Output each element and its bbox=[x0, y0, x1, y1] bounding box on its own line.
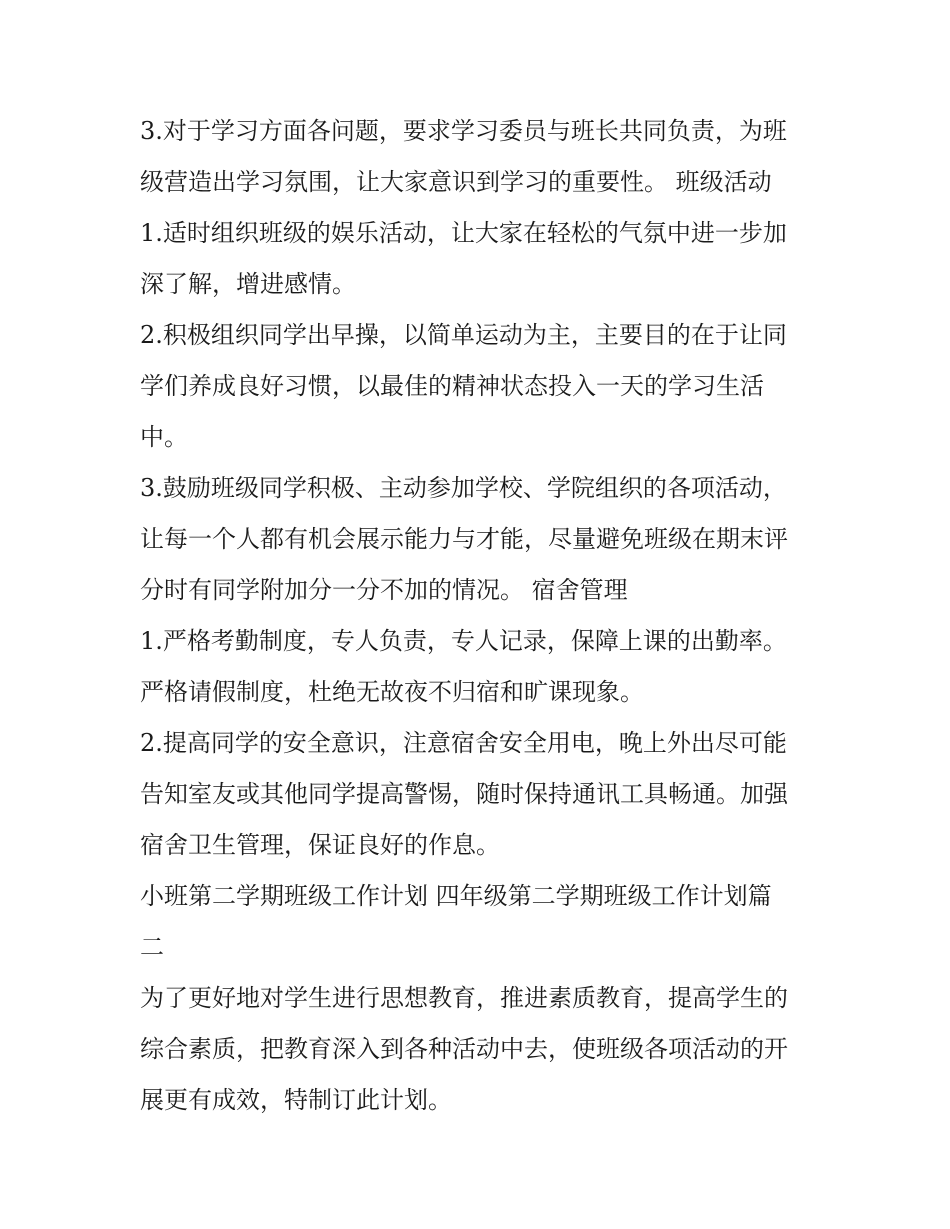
text-line: 二 bbox=[140, 933, 164, 961]
text-line: 严格请假制度，杜绝无故夜不归宿和旷课现象。 bbox=[140, 678, 644, 706]
text-line: 1.严格考勤制度，专人负责，专人记录，保障上课的出勤率。 bbox=[140, 627, 787, 655]
text-line: 小班第二学期班级工作计划 四年级第二学期班级工作计划篇 bbox=[140, 882, 772, 910]
text-line: 展更有成效，特制订此计划。 bbox=[140, 1086, 452, 1114]
text-line: 深了解，增进感情。 bbox=[140, 270, 356, 298]
text-line: 3.鼓励班级同学积极、主动参加学校、学院组织的各项活动， bbox=[140, 474, 787, 502]
text-line: 2.积极组织同学出早操，以简单运动为主，主要目的在于让同 bbox=[140, 321, 787, 349]
text-line: 级营造出学习氛围，让大家意识到学习的重要性。 班级活动 bbox=[140, 168, 772, 196]
text-line: 宿舍卫生管理，保证良好的作息。 bbox=[140, 831, 500, 859]
text-line: 1.适时组织班级的娱乐活动，让大家在轻松的气氛中进一步加 bbox=[140, 219, 787, 247]
text-line: 学们养成良好习惯，以最佳的精神状态投入一天的学习生活 bbox=[140, 372, 764, 400]
text-line: 3.对于学习方面各问题，要求学习委员与班长共同负责，为班 bbox=[140, 117, 787, 145]
text-line: 分时有同学附加分一分不加的情况。 宿舍管理 bbox=[140, 576, 628, 604]
text-line: 告知室友或其他同学提高警惕，随时保持通讯工具畅通。加强 bbox=[140, 780, 788, 808]
text-line: 让每一个人都有机会展示能力与才能，尽量避免班级在期末评 bbox=[140, 525, 788, 553]
text-line: 中。 bbox=[140, 423, 188, 451]
document-body bbox=[140, 106, 820, 1126]
text-line: 为了更好地对学生进行思想教育，推进素质教育，提高学生的 bbox=[140, 984, 788, 1012]
text-line: 综合素质，把教育深入到各种活动中去，使班级各项活动的开 bbox=[140, 1035, 788, 1063]
text-line: 2.提高同学的安全意识，注意宿舍安全用电，晚上外出尽可能 bbox=[140, 729, 787, 757]
